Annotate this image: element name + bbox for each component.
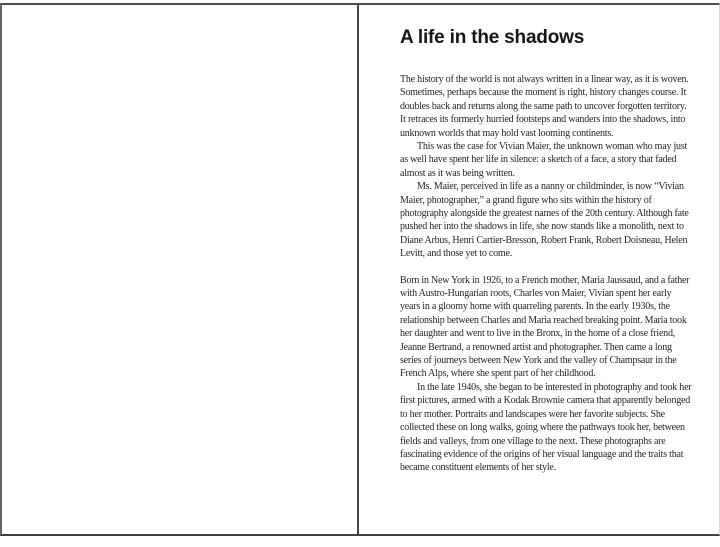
body-paragraph: Born in New York in 1926, to a French mother, Maria Jaussaud, and a father with Austro-Hungarian roots, Charles von Maier, Vivian spent her early years in a gloomy home with quarreling parents. In the early 1930s, the relationship between Charles and Maria reached breaking point. Maria took her daughter and went to live in the Bronx, in the home of a close friend, Jeanne Bertrand, a renowned artist and photographer. Then came a long series of journeys between New York and the valley of Champsaur in the French Alps, where she spent part of her childhood. [400,274,690,380]
body-paragraph: The history of the world is not always written in a linear way, as it is woven. Sometimes, perhaps because the moment is right, history changes course. It doubles back and returns along the same path to uncover forgotten territory. It retraces its formerly hurried footsteps and wanders into the shadows, into unknown worlds that may hold vast looming continents. [400,73,689,139]
right-page [359,5,719,534]
body-paragraph: In the late 1940s, she began to be interested in photography and took her first pictures, armed with a Kodak Brownie camera that apparently belonged to her mother. Portraits and landscapes were her favorite subjects. She collected these on long walks, going where the pathways took her, between fields and valleys, from one village to the next. These photographs are fascinating evidence of the origins of her visual language and the traits that became constituent elements of her style. [400,381,692,474]
body-paragraph: Ms. Maier, perceived in life as a nanny or childminder, is now “Vivian Maier, photographer,” a grand figure who sits within the history of photography alongside the greatest names of the 20th century. Although fate pushed her into the shadows in life, she now stands like a monolith, next to Diane Arbus, Henri Cartier-Bresson, Robert Frank, Robert Doisneau, Helen Levitt, and those yet to come. [400,181,689,260]
chapter-title: A life in the shadows [400,27,585,48]
book-spread [0,3,720,536]
body-paragraph: This was the case for Vivian Maier, the unknown woman who may just as well have spent her life in silence: a sketch of a face, a story that faded almost as it was being written. [400,140,688,179]
left-page-blank [2,5,357,534]
